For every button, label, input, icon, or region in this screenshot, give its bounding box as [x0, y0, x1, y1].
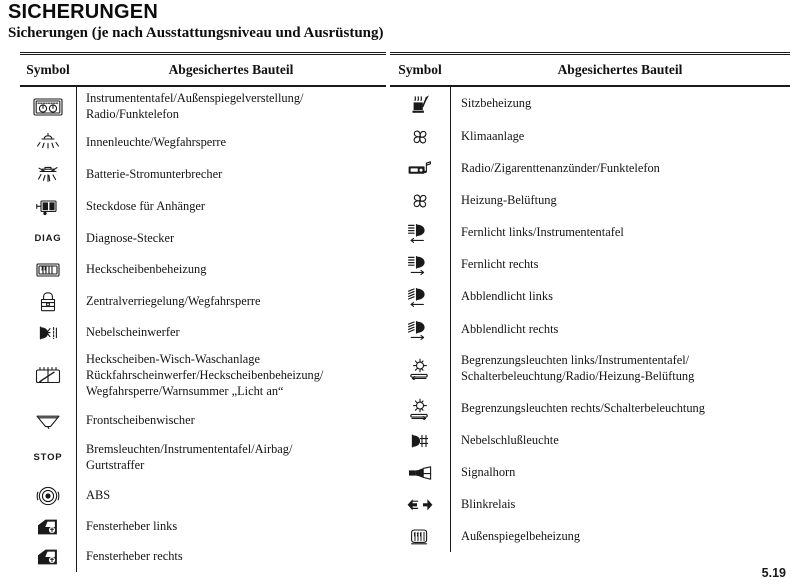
table-body-right — [390, 87, 790, 552]
table-row — [20, 512, 386, 542]
table-row — [20, 191, 386, 223]
symbol-cell — [390, 358, 450, 380]
column-divider — [450, 87, 451, 552]
component-line: Diagnose-Stecker — [86, 230, 175, 245]
component-cell — [450, 433, 790, 449]
symbol-cell — [20, 547, 76, 567]
component-cell — [450, 193, 790, 209]
component-cell — [450, 129, 790, 145]
rear-window-defroster-icon — [35, 261, 61, 279]
rear-wiper-washer-icon — [34, 365, 62, 387]
heated-mirror-icon — [408, 527, 432, 547]
page-title: SICHERUNGEN — [8, 1, 158, 23]
rear-fog-lamp-icon — [408, 433, 432, 449]
symbol-cell — [390, 94, 450, 114]
component-line: Innenleuchte/Wegfahrsperre — [86, 135, 227, 150]
window-lift-left-icon — [35, 517, 61, 537]
component-line: Steckdose für Anhänger — [86, 199, 206, 214]
fuse-table-left — [20, 52, 386, 572]
component-cell — [76, 91, 386, 123]
component-cell — [450, 465, 790, 481]
stop-label-icon: STOP — [33, 452, 63, 464]
component-line: Fernlicht rechts — [461, 257, 539, 272]
battery-cutoff-icon — [35, 163, 61, 187]
component-line: Nebelschlußleuchte — [461, 433, 559, 448]
page-subtitle: Sicherungen (je nach Ausstattungsniveau und Ausrüstung) — [8, 25, 384, 41]
symbol-cell — [390, 398, 450, 420]
component-cell — [76, 325, 386, 341]
component-line: Klimaanlage — [461, 129, 525, 144]
component-cell — [76, 352, 386, 400]
component-line: Radio/Zigarenttenanzünder/Funktelefon — [461, 161, 660, 176]
component-cell — [450, 257, 790, 273]
symbol-cell — [390, 498, 450, 512]
component-cell — [76, 549, 386, 565]
dashboard-radio-icon — [33, 98, 63, 116]
table-row — [20, 437, 386, 479]
symbol-cell — [20, 132, 76, 154]
high-beam-left-icon — [407, 222, 433, 244]
component-line: Fensterheber links — [86, 519, 178, 534]
symbol-cell — [20, 98, 76, 116]
component-line: Gurtstraffer — [86, 458, 145, 472]
heating-ventilation-fan-icon — [409, 191, 431, 211]
component-line: Bremsleuchten/Instrumententafel/Airbag/ — [86, 442, 293, 457]
component-cell — [76, 442, 386, 474]
symbol-cell — [390, 222, 450, 244]
symbol-cell — [20, 485, 76, 507]
table-row — [20, 87, 386, 127]
symbol-cell — [20, 365, 76, 387]
symbol-cell — [390, 319, 450, 341]
component-cell — [450, 322, 790, 338]
table-row — [20, 127, 386, 159]
horn-icon — [407, 465, 433, 481]
table-row — [20, 542, 386, 572]
table-row — [20, 318, 386, 348]
windshield-wiper-icon — [34, 413, 62, 429]
header-symbol: Symbol — [398, 61, 442, 77]
component-cell — [450, 96, 790, 112]
component-line: Wegfahrsperre/Warnsummer „Licht an“ — [86, 383, 284, 398]
front-fog-lamp-icon — [36, 325, 60, 341]
radio-music-icon — [407, 159, 433, 179]
column-divider — [76, 87, 77, 572]
seat-heater-icon — [408, 94, 432, 114]
component-cell — [76, 199, 386, 215]
component-line: Fensterheber rechts — [86, 549, 183, 564]
symbol-cell — [390, 465, 450, 481]
table-header-row — [390, 55, 790, 85]
central-locking-icon — [36, 290, 60, 314]
symbol-cell — [390, 286, 450, 308]
component-line: Abblendlicht links — [461, 289, 553, 304]
parking-light-left-icon — [407, 358, 433, 380]
symbol-cell — [20, 517, 76, 537]
component-line: Abblendlicht rechts — [461, 321, 559, 336]
table-header-row — [20, 55, 386, 85]
turn-signal-relay-icon — [405, 498, 435, 512]
component-cell — [450, 497, 790, 513]
diag-label-icon: DIAG — [34, 232, 62, 244]
component-line: Schalterbeleuchtung/Radio/Heizung-Belüftung — [461, 369, 695, 383]
fuse-table-right — [390, 52, 790, 552]
table-row — [20, 404, 386, 437]
component-line: Heizung-Belüftung — [461, 193, 557, 208]
air-conditioning-fan-icon — [409, 127, 431, 147]
component-line: Instrumententafel/Außenspiegelverstellung/ — [86, 91, 304, 106]
component-cell — [450, 401, 790, 417]
component-line: Blinkrelais — [461, 497, 516, 512]
title-block — [8, 2, 628, 42]
component-line: Heckscheiben-Wisch-Waschanlage — [86, 352, 260, 367]
header-component: Abgesichertes Bauteil — [168, 61, 294, 77]
symbol-cell — [390, 159, 450, 179]
component-line: Rückfahrscheinwerfer/Heckscheibenbeheizung/ — [86, 368, 324, 383]
symbol-cell — [390, 254, 450, 276]
component-line: Zentralverriegelung/Wegfahrsperre — [86, 294, 261, 309]
symbol-cell — [20, 290, 76, 314]
symbol-cell — [20, 234, 76, 244]
low-beam-left-icon — [407, 286, 433, 308]
trailer-socket-icon — [35, 198, 61, 216]
symbol-cell — [390, 527, 450, 547]
symbol-cell — [20, 325, 76, 341]
high-beam-right-icon — [407, 254, 433, 276]
component-cell — [76, 413, 386, 429]
symbol-cell — [390, 433, 450, 449]
symbol-cell — [20, 453, 76, 463]
component-line: Heckscheibenbeheizung — [86, 262, 207, 277]
component-cell — [450, 225, 790, 241]
symbol-cell — [20, 413, 76, 429]
component-line: Begrenzungsleuchten rechts/Schalterbeleuchtung — [461, 400, 705, 415]
symbol-cell — [390, 191, 450, 211]
header-symbol: Symbol — [26, 61, 70, 77]
component-line: Batterie-Stromunterbrecher — [86, 167, 223, 182]
component-cell — [450, 161, 790, 177]
table-row — [20, 159, 386, 191]
header-component: Abgesichertes Bauteil — [557, 61, 683, 77]
table-row — [20, 254, 386, 286]
component-cell — [76, 135, 386, 151]
table-row — [20, 223, 386, 254]
component-line: Radio/Funktelefon — [86, 107, 179, 121]
component-cell — [450, 289, 790, 305]
component-line: Außenspiegelbeheizung — [461, 528, 581, 543]
interior-light-icon — [35, 132, 61, 154]
parking-light-right-icon — [407, 398, 433, 420]
component-cell — [76, 231, 386, 247]
table-row — [20, 286, 386, 318]
component-line: Nebelscheinwerfer — [86, 325, 180, 340]
page-number: 5.19 — [761, 566, 786, 580]
table-row — [20, 479, 386, 512]
table-body-left — [20, 87, 386, 572]
component-cell — [76, 488, 386, 504]
component-line: Signalhorn — [461, 465, 516, 480]
symbol-cell — [20, 261, 76, 279]
component-cell — [450, 353, 790, 385]
component-cell — [76, 519, 386, 535]
component-cell — [450, 529, 790, 545]
component-cell — [76, 294, 386, 310]
component-cell — [76, 167, 386, 183]
symbol-cell — [390, 127, 450, 147]
symbol-cell — [20, 198, 76, 216]
symbol-cell — [20, 163, 76, 187]
component-line: Begrenzungsleuchten links/Instrumententafel/ — [461, 353, 690, 368]
table-row — [20, 348, 386, 404]
component-line: ABS — [86, 487, 111, 502]
component-line: Fernlicht links/Instrumententafel — [461, 225, 624, 240]
component-cell — [76, 262, 386, 278]
low-beam-right-icon — [407, 319, 433, 341]
window-lift-right-icon — [35, 547, 61, 567]
abs-icon — [36, 485, 60, 507]
component-line: Frontscheibenwischer — [86, 412, 195, 427]
component-line: Sitzbeheizung — [461, 96, 532, 111]
